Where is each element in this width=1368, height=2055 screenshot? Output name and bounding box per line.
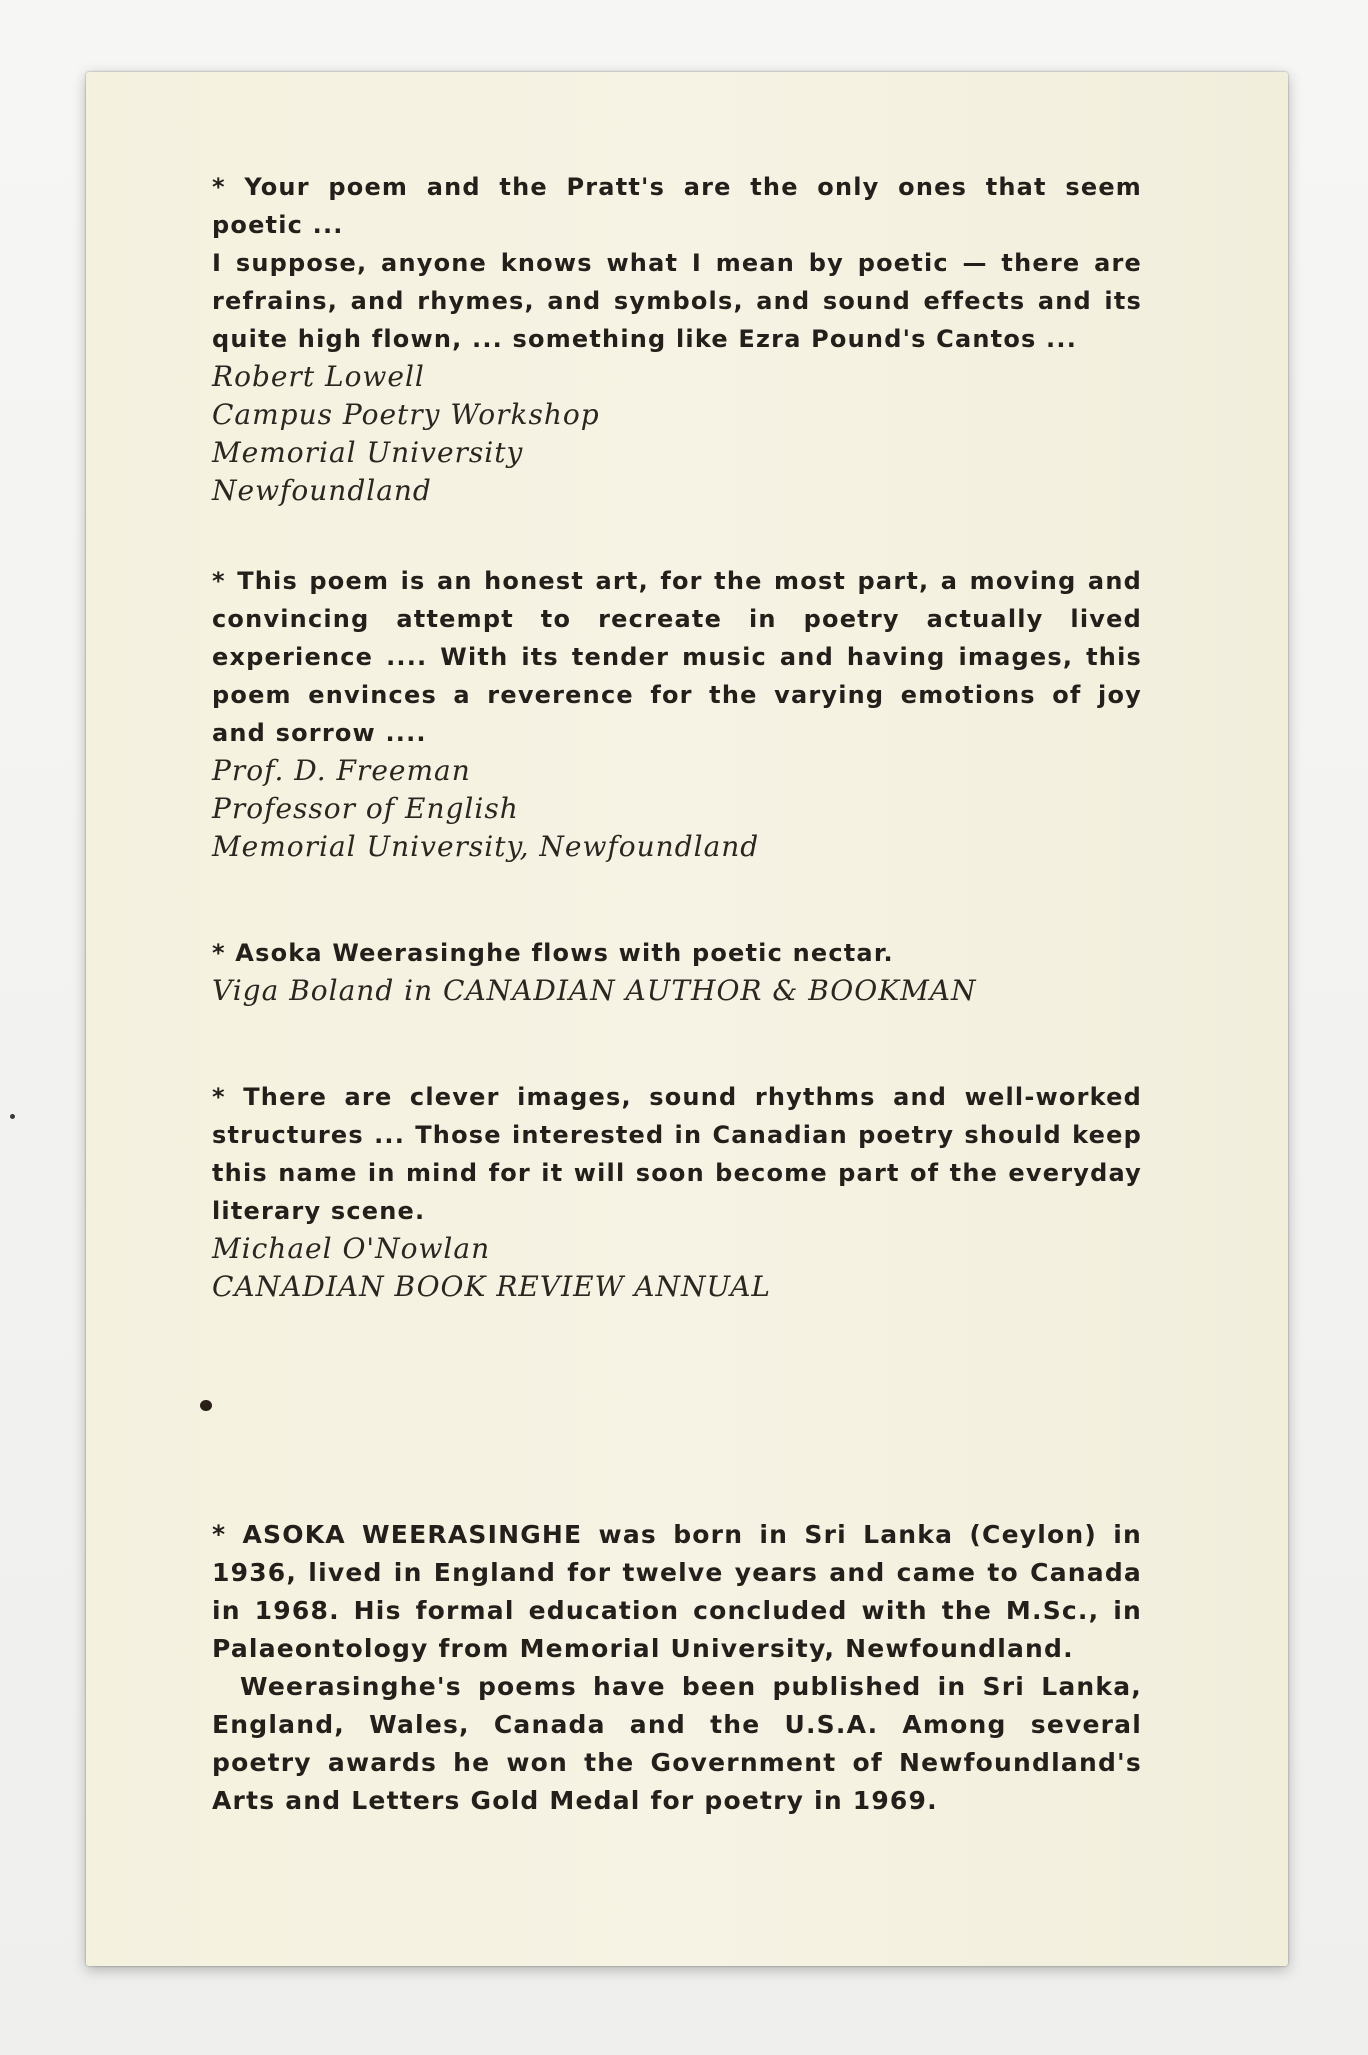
review-freeman: [212, 562, 1142, 866]
reviewer-name: Robert Lowell: [212, 360, 425, 393]
reviewer-affiliation: Professor of English: [212, 792, 519, 825]
reviewer-name: Michael O'Nowlan: [212, 1232, 491, 1265]
background-speck: [10, 1114, 15, 1119]
review-quote: * There are clever images, sound rhythms and well-worked structures ... Those interested in Canadian poetry should keep this name in mind for it will soon become part of the everyday literary scene.: [212, 1083, 1142, 1225]
review-quote: * Asoka Weerasinghe flows with poetic nectar.: [212, 939, 894, 967]
reviewer-name: Prof. D. Freeman: [212, 754, 471, 787]
author-bio: [212, 1516, 1142, 1820]
review-quote: * Your poem and the Pratt's are the only ones that seem poetic ... I suppose, anyone knows what I mean by poetic — there are refrains, and rhymes, and symbols, and sound effects and its quite high flown, ... something like Ezra Pound's Cantos ...: [212, 173, 1142, 353]
bio-paragraph-2: Weerasinghe's poems have been published in Sri Lanka, England, Wales, Canada and the U.S.A. Among several poetry awards he won the Government of Newfoundland's Arts and Letters Gold Medal for poetry in 1969.: [212, 1672, 1142, 1815]
reviewer-affiliation: CANADIAN BOOK REVIEW ANNUAL: [212, 1270, 772, 1303]
review-quote: * This poem is an honest art, for the most part, a moving and convincing attempt to recreate in poetry actually lived experience .... With its tender music and having images, this poem envinces a reverence for the varying emotions of joy and sorrow ....: [212, 567, 1142, 747]
cover-text: [212, 168, 1142, 1820]
reviewer-affiliation: Newfoundland: [212, 474, 432, 507]
reviewer-affiliation: Memorial University, Newfoundland: [212, 830, 760, 863]
review-boland: [212, 934, 1142, 1010]
reviewer-name: Viga Boland in CANADIAN AUTHOR & BOOKMAN: [212, 974, 977, 1007]
bio-paragraph-1: * ASOKA WEERASINGHE was born in Sri Lanka (Ceylon) in 1936, lived in England for twelve years and came to Canada in 1968. His formal education concluded with the M.Sc., in Palaeontology from Memorial University, Newfoundland.: [212, 1520, 1142, 1663]
ink-speck: [200, 1400, 212, 1411]
review-onowlan: [212, 1078, 1142, 1306]
reviewer-affiliation: Memorial University: [212, 436, 524, 469]
review-lowell: [212, 168, 1142, 510]
reviewer-affiliation: Campus Poetry Workshop: [212, 398, 600, 431]
